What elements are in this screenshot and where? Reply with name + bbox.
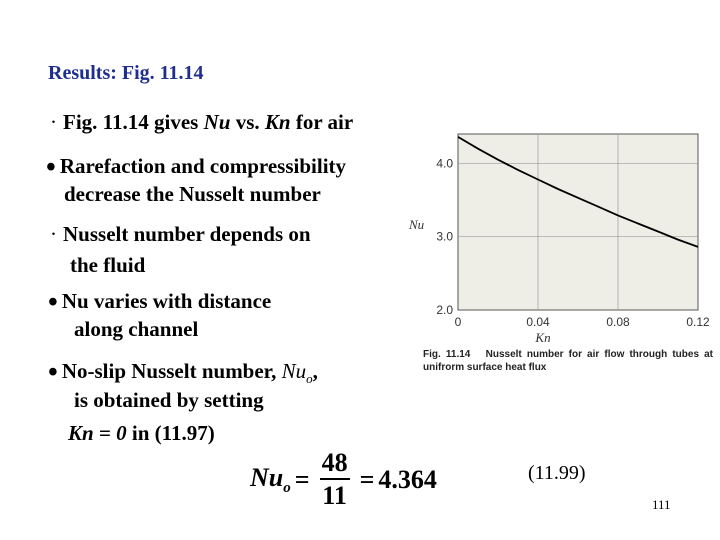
bullet-fig-description: · Fig. 11.14 gives Nu vs. Kn for air: [50, 110, 354, 134]
bullet-distance-cont: along channel: [74, 317, 199, 341]
equation-number: (11.99): [528, 462, 586, 484]
bullet-distance: • Nu varies with distance: [48, 287, 272, 318]
y-axis-label: Nu: [409, 217, 425, 232]
bullet-no-slip-cont: is obtained by setting: [74, 388, 264, 412]
bullet-marker: •: [48, 287, 58, 318]
y-tick-label: 4.0: [436, 156, 453, 171]
bullet-no-slip-cont2: Kn = 0 in (11.97): [68, 421, 215, 445]
bullet-marker: ·: [50, 110, 57, 134]
bullet-marker: •: [46, 152, 56, 183]
bullet-rarefaction-cont: decrease the Nusselt number: [64, 182, 321, 206]
x-tick-label: 0.08: [606, 315, 630, 329]
bullet-marker: ·: [50, 222, 57, 246]
nusselt-chart: [405, 132, 715, 382]
bullet-marker: •: [48, 357, 58, 388]
plot-area: [458, 134, 698, 310]
fraction: $\frac{48}{11}$: [321, 448, 348, 510]
y-tick-label: 2.0: [436, 303, 453, 317]
figure-caption: Fig. 11.14 Nusselt number for air flow through tubes at unifrorm surface heat flux: [423, 349, 713, 373]
x-tick-label: 0.12: [686, 315, 710, 329]
bullet-rarefaction: • Rarefaction and compressibility: [46, 152, 347, 183]
bullet-fluid-dependence: · Nusselt number depends on: [50, 222, 311, 246]
x-tick-label: 0: [454, 315, 462, 329]
bullet-fluid-dependence-cont: the fluid: [70, 253, 146, 277]
page-number: 111: [652, 497, 671, 512]
nusselt-equation: $Nu_o$ = $\frac{48}{11}$ = 4.364: [250, 448, 437, 510]
x-tick-label: 0.04: [526, 315, 550, 329]
chart-svg: [405, 132, 715, 382]
slide-title: Results: Fig. 11.14: [48, 62, 204, 84]
bullet-no-slip: • No-slip Nusselt number, $Nu_o$,: [48, 357, 318, 388]
y-tick-label: 3.0: [436, 229, 453, 244]
x-axis-label: Kn: [535, 330, 551, 345]
